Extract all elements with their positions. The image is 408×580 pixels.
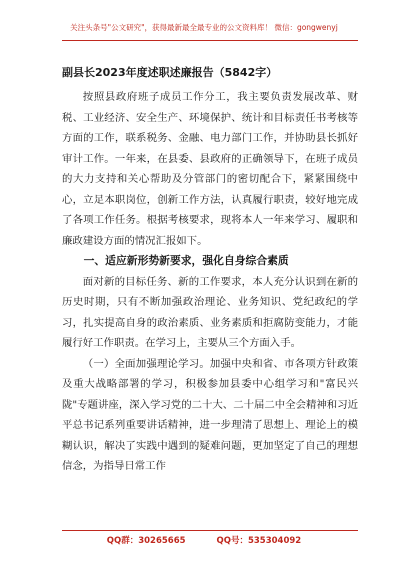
section-heading: 一、适应新形势新要求，强化自身综合素质 [83,254,289,267]
section-paragraph: （一）全面加强理论学习。加强中央和省、市各项方针政策及重大战略部署的学习，积极参加县委中心组学习和"富民兴陇"专题讲座，深入学习党的二十大、二十届二中全会精神和习近平总书记系列重要讲话精神，进一步理清了思想上、理论上的模糊认识，解决了实践中遇到的疑难问题，更加坚定了自己的理想信念，为指导日常工作 [62,357,358,472]
header-divider [62,40,358,41]
intro-paragraph: 按照县政府班子成员工作分工，我主要负责发展改革、财税、工业经济、安全生产、环境保护、统计和目标责任书考核等方面的工作，联系税务、金融、电力部门工作，并协助县长抓好审计工作。一年来，在县委、县政府的正确领导下，在班子成员的大力支持和关心帮助及分管部门的密切配合下，紧紧围绕中心，立足本职岗位，创新工作方法，认真履行职责，较好地完成了各项工作任务。根据考核要求，现将本人一年来学习、履职和廉政建设方面的情况汇报如下。 [62,91,358,247]
footer-contact [0,534,408,546]
qq-group-text: QQ群：30265665 [106,536,186,546]
header-banner: 关注头条号"公文研究"，获得最新最全最专业的公文资料库！ 微信：gongwenyj [70,23,338,32]
document-title: 副县长2023年度述职述廉报告（5842字） [62,66,278,79]
footer-divider [62,530,358,531]
qq-number-text: QQ号：535304092 [216,536,302,546]
document-body [62,87,358,477]
section-paragraph: 面对新的目标任务、新的工作要求，本人充分认识到在新的历史时期，只有不断加强政治理论、业务知识、党纪政纪的学习，扎实提高自身的政治素质、业务素质和拒腐防变能力，才能履行好工作职责。在学习上，主要从三个方面入手。 [62,275,358,349]
